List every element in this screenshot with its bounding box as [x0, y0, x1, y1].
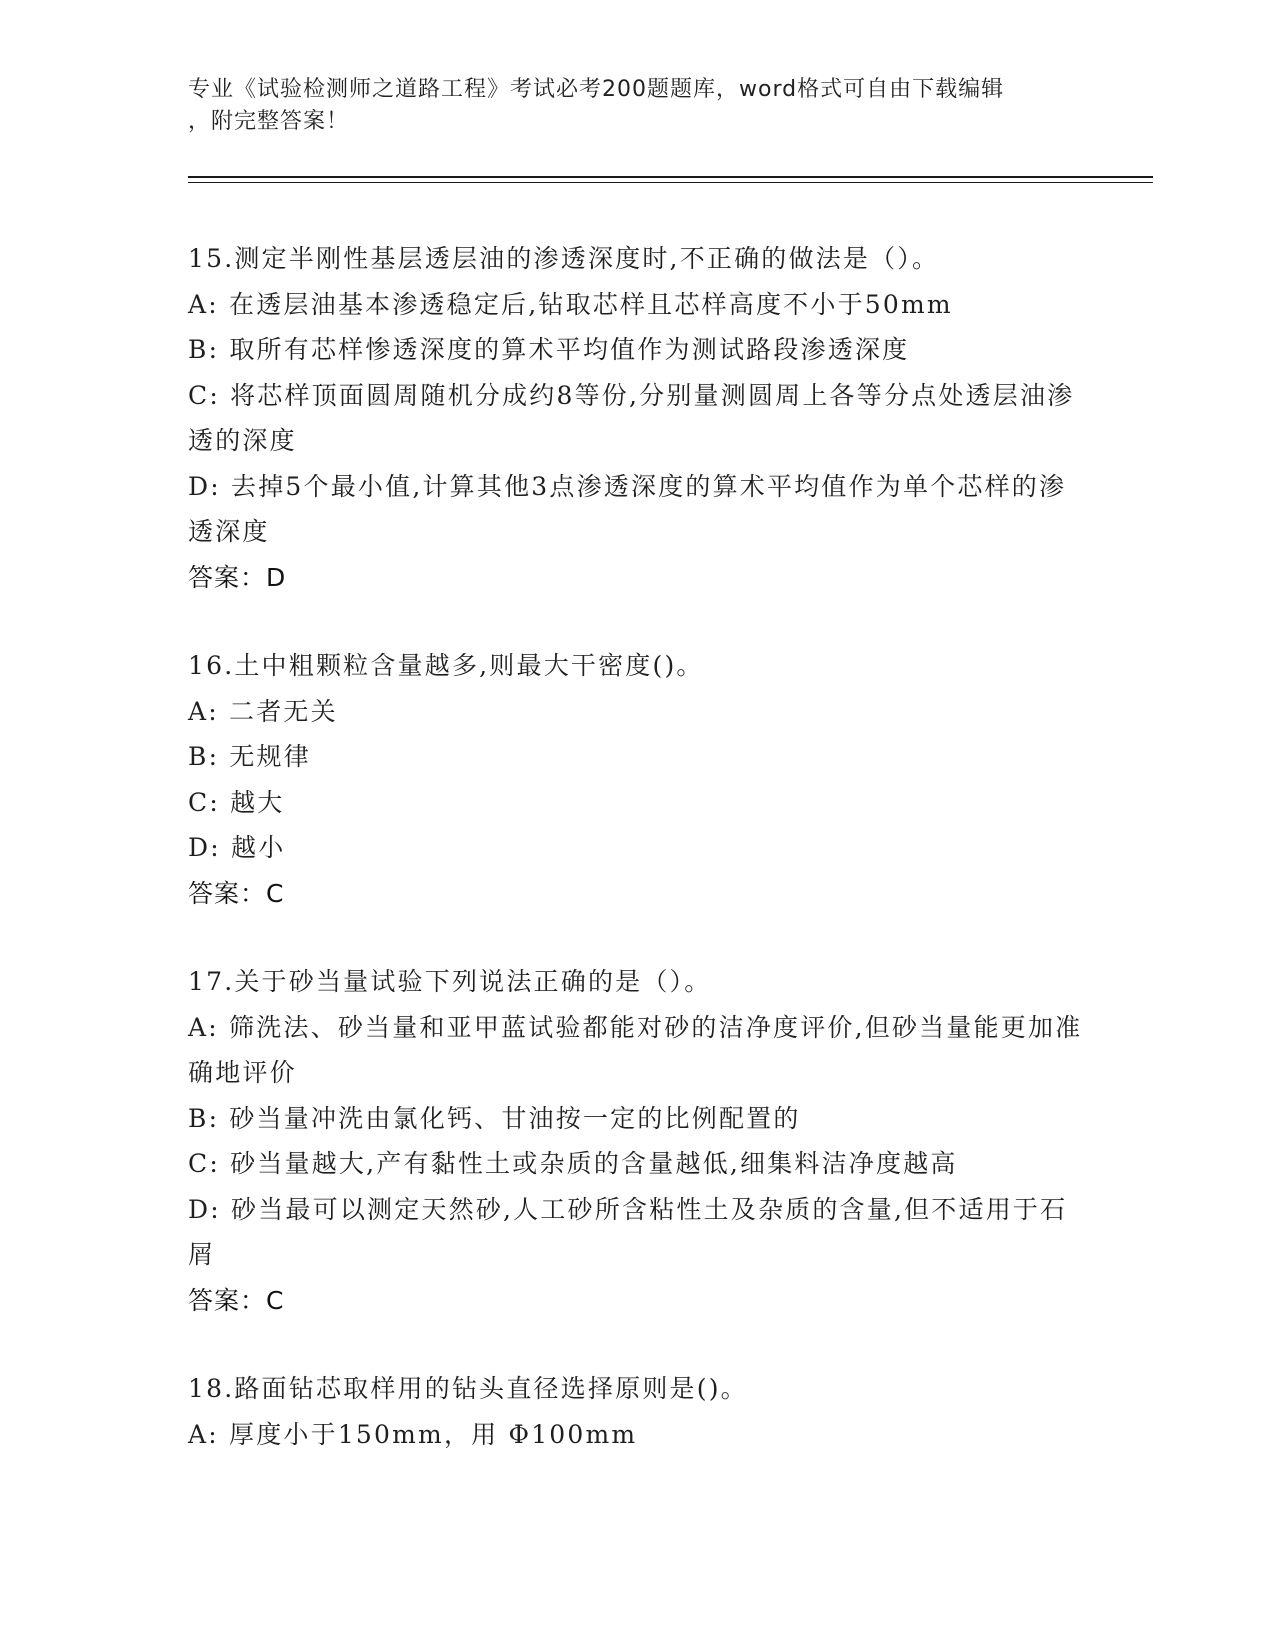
option-b: B: 取所有芯样惨透深度的算术平均值作为测试路段渗透深度 [188, 335, 910, 364]
option-c: C: 将芯样顶面圆周随机分成约8等份,分别量测圆周上各等分点处透层油渗透的深度 [188, 380, 1075, 455]
question-list [188, 236, 1088, 1500]
question-stem: 17.关于砂当量试验下列说法正确的是（）。 [188, 967, 712, 996]
option-b: B: 无规律 [188, 742, 311, 771]
header-rule-bottom [188, 182, 1153, 183]
option-d: D: 砂当最可以测定天然砂,人工砂所含粘性土及杂质的含量,但不适用于石屑 [188, 1194, 1068, 1269]
question-stem: 16.土中粗颗粒含量越多,则最大干密度()。 [188, 651, 704, 680]
question-18 [188, 1366, 1088, 1457]
question-15 [188, 236, 1088, 600]
answer: 答案：C [188, 1285, 285, 1315]
option-a: A: 厚度小于150mm，用 Φ100mm [188, 1419, 638, 1449]
option-a: A: 在透层油基本渗透稳定后,钻取芯样且芯样高度不小于50mm [188, 289, 953, 319]
option-c: C: 砂当量越大,产有黏性土或杂质的含量越低,细集料洁净度越高 [188, 1149, 958, 1178]
question-stem: 18.路面钻芯取样用的钻头直径选择原则是()。 [188, 1374, 748, 1403]
option-d: D: 去掉5个最小值,计算其他3点渗透深度的算术平均值作为单个芯样的渗透深度 [188, 471, 1067, 546]
option-d: D: 越小 [188, 833, 286, 862]
answer: 答案：D [188, 562, 287, 592]
option-c: C: 越大 [188, 787, 285, 817]
question-16 [188, 643, 1088, 916]
option-b: B: 砂当量冲洗由氯化钙、甘油按一定的比例配置的 [188, 1103, 801, 1133]
question-17 [188, 959, 1088, 1323]
option-a: A: 二者无关 [188, 696, 338, 726]
option-a: A: 筛洗法、砂当量和亚甲蓝试验都能对砂的洁净度评价,但砂当量能更加准确地评价 [188, 1012, 1083, 1087]
header-line-2: ，附完整答案！ [188, 109, 350, 134]
answer: 答案：C [188, 878, 285, 908]
document-header [188, 74, 1088, 138]
question-stem: 15.测定半刚性基层透层油的渗透深度时,不正确的做法是（）。 [188, 244, 940, 273]
header-rule-top [188, 176, 1153, 178]
header-line-1: 专业《试验检测师之道路工程》考试必考200题题库，word格式可自由下载编辑 [188, 77, 1005, 102]
